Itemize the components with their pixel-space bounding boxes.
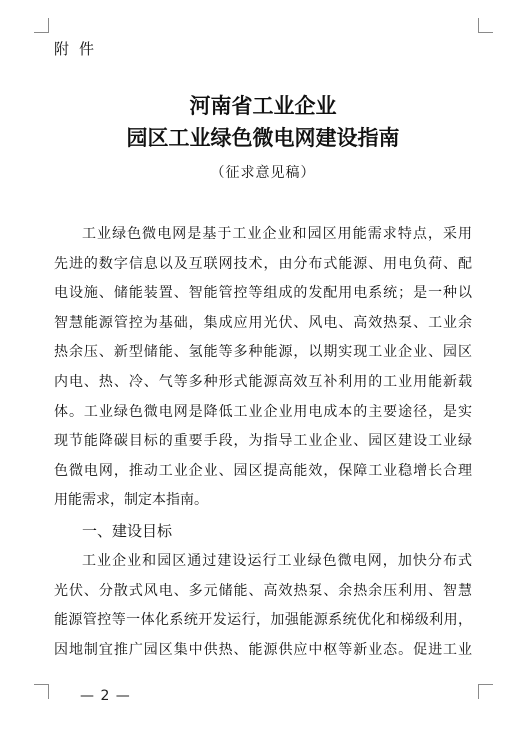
paragraph-line: 电设施、储能装置、智能管控等组成的发配用电系统；是一种以 xyxy=(54,285,472,302)
intro-paragraph xyxy=(54,224,472,520)
paragraph-line: 体。工业绿色微电网是降低工业企业用电成本的主要途径，是实 xyxy=(54,403,472,420)
paragraph-line: 能源管控等一体化系统开发运行，加强能源系统优化和梯级利用， xyxy=(54,612,472,629)
document-subtitle: （征求意见稿） xyxy=(210,165,316,181)
crop-mark-top-right xyxy=(478,18,493,33)
paragraph-line: 用能需求，制定本指南。 xyxy=(54,492,208,509)
crop-mark-top-left xyxy=(34,18,49,33)
paragraph-line: 热余压、新型储能、氢能等多种能源，以期实现工业企业、园区 xyxy=(54,344,472,361)
paragraph-line: 光伏、分散式风电、多元储能、高效热泵、余热余压利用、智慧 xyxy=(54,582,472,599)
document-title-line-1: 河南省工业企业 xyxy=(189,94,337,118)
document-title-line-2: 园区工业绿色微电网建设指南 xyxy=(126,126,400,150)
paragraph-line: 现节能降碳目标的重要手段，为指导工业企业、园区建设工业绿 xyxy=(54,433,472,450)
paragraph-line: 工业企业和园区通过建设运行工业绿色微电网，加快分布式 xyxy=(82,553,472,569)
section-heading: 一、建设目标 xyxy=(82,522,173,540)
attachment-label: 附件 xyxy=(54,40,105,58)
paragraph-line: 内电、热、冷、气等多种形式能源高效互补利用的工业用能新载 xyxy=(54,373,472,390)
paragraph-line: 色微电网，推动工业企业、园区提高能效，保障工业稳增长合理 xyxy=(54,462,472,479)
paragraph-line: 因地制宜推广园区集中供热、能源供应中枢等新业态。促进工业 xyxy=(54,641,472,658)
paragraph-line: 智慧能源管控为基础，集成应用光伏、风电、高效热泵、工业余 xyxy=(54,314,472,331)
crop-mark-bottom-right xyxy=(478,684,493,699)
page-number: — 2 — xyxy=(80,688,131,704)
section-paragraph xyxy=(54,551,472,669)
paragraph-line: 工业绿色微电网是基于工业企业和园区用能需求特点，采用 xyxy=(82,226,472,242)
paragraph-line: 先进的数字信息以及互联网技术，由分布式能源、用电负荷、配 xyxy=(54,255,472,272)
crop-mark-bottom-left xyxy=(34,684,49,699)
